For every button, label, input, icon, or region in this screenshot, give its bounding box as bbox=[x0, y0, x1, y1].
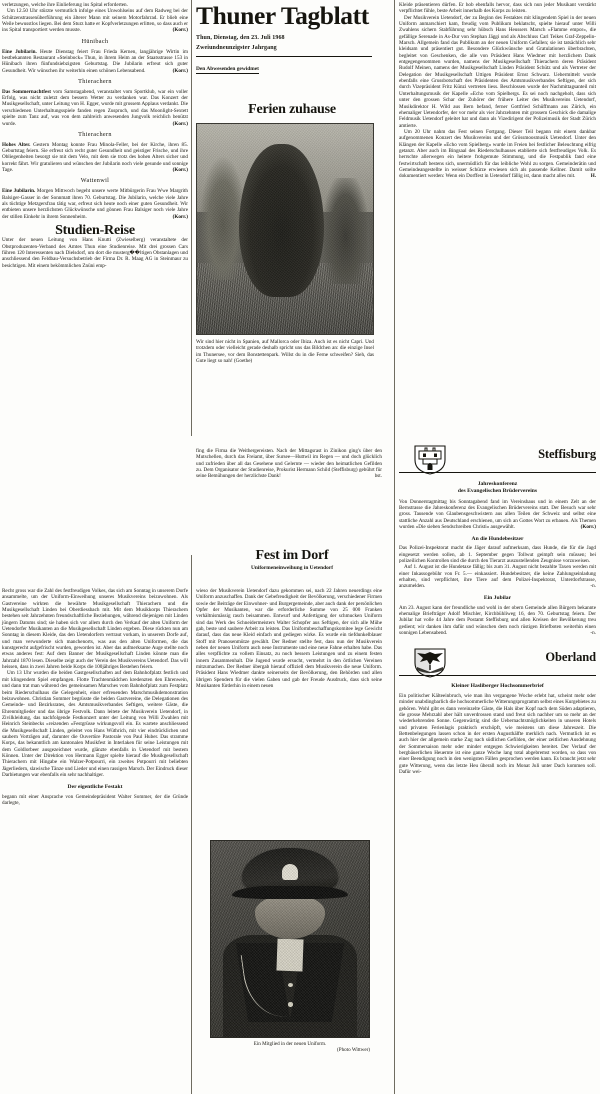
headline-fest-im-dorf: Fest im Dorf bbox=[255, 548, 329, 563]
column-2-studienreise-cont bbox=[196, 448, 382, 480]
column-3-top bbox=[399, 2, 596, 180]
article-signature: -n. bbox=[590, 583, 596, 590]
paragraph: Um 20 Uhr nahm das Fest seinen Fortgang. Dieser Teil begann mit einem dankbar aufgenommenen Konzert des Musikvereins und der Grössmoosmusik Uetendorf. Unter den Klängen der Kapelle »Echo vom Spielberg« wurde im Freien bei festlicher Beleuchtung eifrig getanzt. Aber auch im Bingsaal des Riederschulhauses etablierte sich festfreudiges Volk. Es herrschte allerwegen ein heitere frohgemute Stimmung, und die Festpublik fand eine festwirtschaft bestens sich, unermüdlich für das leibliche Wohl zu sorgen. Gemeinderätin und Gemeindeangestellte in weisser Schürze erwiesen sich als passende Kellner. Damit sollte dokumentiert werden: Wenn ein Dorffest in Uetendorf fällig ist, dann macht alles mit. H. bbox=[399, 128, 596, 180]
paragraph: Das Sommernachtfest vom Samstagabend, veranstaltet vom Sportklub, war ein voller Erfolg, was nicht zuletzt dem bessern Wetter zu verdanken war. Das Konzert der Musikgesellschaft, unter Leitung von H. Egger, wurde mit grossem Applaus verdankt. Die verschiedenen Unterhaltungsspiele fanden regen Zuspruch, und das Moonlight-Sextett spielte zum Tanz auf, was von dem zahlreich anwesenden Jungvolk reichlich benützt wurde. (Korr.) bbox=[2, 88, 188, 127]
landscape-photo bbox=[196, 123, 374, 335]
paragraph: Recht gross war die Zahl des festfreudigen Volkes, das sich am Sonntag in unserem Dorfe ansammelte, um der Uniform-Einweihung unseres Musikvereins beizuwohnen. Als Gastvereine wirkten die bewährte Musikgesellschaft Thierachern und die Musikgesellschaft Linden bei Oberdiessbach mit. Mit dem Musikkorps Thierachern bestehen seit Jahrzehnten freundschaftliche Beziehungen, während diejenigen mit Linden jüngern Datums sind; sie haben sich vor allem durch den Verkauf der alten Uniform der Uetendorfer Musikanten an die Musikgesellschaft Linden ergeben. Diese rückten nun am Sonntag in diesem Kleide, das den Uetendorfern vertraut vorkam, in unserem Dorfe auf, und man verwunderte sich manchenorts, was aus den alten Uniformen, die das kunstgerecht aufgefrischt wurden, geworden ist. Aber das aufmerksame Auge stellte noch etwas anderes fest: Auf dem Banner der Musikgesellschaft Linden könnte man die Jahrzahl 1870 lesen. Dieselbe zeigt auch der Verein des Musikvereins Uetendorf. Das will heissen, dass in zwei Jahren beide Korps die 100jähriges Bestehen feiern. bbox=[2, 588, 188, 671]
column-divider bbox=[191, 0, 192, 436]
eagle-arms-icon bbox=[413, 648, 447, 683]
conference-body bbox=[399, 499, 596, 531]
conference-title-line2: des Evangelischen Brüdervereins bbox=[457, 488, 538, 494]
subheader-ein-jubilar: Ein Jubilar bbox=[483, 595, 512, 602]
article-signature: bst. bbox=[374, 473, 382, 480]
paragraph: begann mit einer Ansprache von Gemeindepräsident Walter Sommer, der die Gründe darlegte, bbox=[2, 793, 188, 806]
masthead bbox=[196, 2, 392, 75]
fest-im-dorf-header bbox=[196, 548, 388, 575]
photo-caption: Ein Mitglied in der neuen Uniform. bbox=[253, 1041, 327, 1047]
paragraph: Der Musikverein Uetendorf, der zu Beginn des Festaktes mit klingendem Spiel in der neuen Uniform anmarschiert kam, freudig vom Publikum beklatscht, spielte hierauf unter Willi Zwahlens sichern Stabführung sehr hübsch Hans Heussers Marsch »Flamme empor«, die gefällige Serenade in As-Dur von Stephan Jäggi und als Abschluss Carl Teikes Graf-Zeppelin-Marsch. Allgemein fand das Publikum an der neuen Uniform Gefallen; sie ist tatsächlich sehr kleidsam und präsentiert gut. Besondere Glückwünsche und Gratulationen überbrachten, begleitet von Geschenken, die alle von Präsident Hans Wiedmer mit herzlichem Dank entgegengenommen wurden, namens der Musikgesellschaft Thierachern deren Präsident Rudolf Meinen, namens der Musikgesellschaft Linden Präsident Schütz und als Vertreter der Delegation der Musikgesellschaft Uttigen Präsident Ernst Schwarz. Uebermittelt wurde ebenfalls eine Grussbotschaft des Präsidenten des Amtsmusikverbandes Seftigen, der sich durch Vizepräsident Fritz Künzi vertreten liess. Beschlossen wurde der Nachmittagsanteil mit Unterhaltungsmusik der Kapelle »Echo vom Spielbergs. Es sei noch nachgeholt, dass sich unter den grossen Schar der Zuhörer der frühere Leiter des Musikvereins Uetendorf, Musikdirektor H. Wild aus Bern befand, ferner Gottfried Schüffmann aus Zürich, ein ehemaliger Uetendorfer, der vor mehr als vier Jahrzehnten mit grossem Geschick die damalige Feldmusik Uetendorf geleitet hat und dann als Vizedirigent der Polizeimusik der Stadt Zürich amtierte. bbox=[399, 14, 596, 129]
article-signature: -n. bbox=[590, 630, 596, 636]
column-2-feature bbox=[196, 100, 388, 364]
column-1-top bbox=[2, 2, 188, 269]
newspaper-title: Thuner Tagblatt bbox=[196, 1, 369, 30]
paragraph: Am 23. August kann der freundliche und wohl in der obern Gemeinde allen Bürgern bekannte ehemalige Briefträger Adolf Mischler, Kirchbühliweg 16, den 70. Geburtstag feiern. Der Jubilar hat volle 44 Jahre dem Postamt Steffisburg und allen Kreisen der Bevölkerung treu gedient; wir danken ihm dafür und wünschen dem noch rüstigen Briefboten weiterhin einen sonnigen Lebensabend. -n. bbox=[399, 604, 596, 636]
conference-title-line1: Jahreskonferenz bbox=[477, 481, 518, 487]
banner-rule bbox=[399, 472, 596, 473]
headline-ferien-zuhause: Ferien zuhause bbox=[248, 102, 336, 117]
paragraph: Kleide präsentieren dürfen. Er hob ebenfalls hervor, dass sich nun jeder Musikant verstärkt verpflichtet fühle, beste Arbeit innerhalb des Korps zu leisten. bbox=[399, 2, 596, 15]
photo-caption-block bbox=[196, 339, 374, 364]
dogs-body bbox=[399, 545, 596, 589]
subheader-hasliberger-brief: Kleiner Hasliberger Hochsommerbrief bbox=[451, 683, 544, 690]
article-lead: Eine Jubilarin. bbox=[2, 188, 36, 195]
location-header-huenibach: Hünibach bbox=[81, 37, 109, 45]
paragraph: Auf 1. August ist die Hundetaxe fällig; bis zum 31. August nicht bezahlte Taxen werden mit einer Inkassogebühr von Fr. 5.— einkassiert. Hundebesitzer, die keine Zahlungseinladung erhalten, sind verpflichtet, ihre Tiere auf dem Polizei-Inspektorat, Unterdorfstrasse, anzumelden. -n. bbox=[399, 564, 596, 590]
article-lead: Das Sommernachtfest bbox=[2, 88, 51, 95]
paragraph: Ein politischer Kälteeinbruch, wie man ihn vergangene Woche erlebt hat, scheint mehr oder minder unabdingbarlich die hochsommerliche Witterungsprogramm selbst eines Kurgebietes zu gehören. Wohl gibt es dann vereinzelte Gäste, die Hals über Kopf nach dem Süden adaptieren, die grosse Mehrzahl aber hält unverdrossen stand und freut sich nachher um so mehr an der wiederkehrenden Sonne. Gegenwärtig sind die Uebernachtsmöglichkeiten in unseren Hotels und privaten Ferienlagis praktisch erschöpft, wie meistens um diese Jahreszeit. Die Bettenbelegungen lassen schon in der ersten Augusthälfte merklich nach. Vermutlich ist es auch hier der allgemein starke Zug nach südlichen Gefilden, der einer zeitlichen Ausdehnung der Sommersaison mehr oder minder entgegen Schwierigkeiten bereitet. Der Verlauf der bergbäuerlichen Heuernte ist eine ganze Woche lang total abgebremst worden, so dass von einer Beendigung noch in den wenigsten Fällen gesprochen werden kann. Es braucht jetzt sehr gute Witterung, wenn das letzte Heu überall noch im Monat Juli unter Dach kommen soll. Dafür wei- bbox=[399, 692, 596, 775]
subheader-an-die-hundebesitzer: An die Hundebesitzer bbox=[471, 535, 524, 542]
article-signature: (Korr.) bbox=[580, 523, 596, 530]
paragraph: Eine Jubilarin. Morgen Mittwoch begeht unsere werte Mitbürgerin Frau Wwe Margrith Balsiger-Gasser in der Sonnmatt ihren 70. Geburtstag. Die Jubilarin, welche viele Jahre als tüchtige Metzgersfrau tätig war, erfreut sich heute noch einer guten Gesundheit. Wir entbieten unsere herzlichsten Glückwünsche und gönnen Frau Balsiger noch viele Jahre der stillen Einkehr in ihrem Sonnenheim. (Korr.) bbox=[2, 188, 188, 220]
oberland-body bbox=[399, 693, 596, 775]
fest-column-left bbox=[2, 588, 188, 806]
banner-rule bbox=[399, 675, 596, 676]
article-lead: Eine Jubilarin. bbox=[2, 48, 37, 55]
paragraph: fing die Firma die Weithergereisten. Nach der Mittagsrast in Zinikon ging's über den Mutschellen, durch das Freiamt, über Sursee—Huttwil im Regen — und doch glücklich und zufrieden über all das Gesehene und Gelernte — wieder den heimatlichen Gefilden zu. Dem Organisator der Studienreise, Prokurist Hermann Schild (Steffisburg) gebührt für seine Bemühungen der herzlichste Dank! bst. bbox=[196, 448, 382, 480]
article-signature: H. bbox=[590, 173, 596, 180]
uniform-photo-block bbox=[210, 840, 370, 1053]
masthead-volume: Zweiundneunzigster Jahrgang bbox=[196, 45, 277, 51]
column-divider bbox=[191, 555, 192, 1094]
paragraph: Das Polizei-Inspektorat macht die Jäger darauf aufmerksam, dass Hunde, die für die Jagd eingesetzt werden sollen, ab 1. September gegen Tollwut geimpft sein müssen; bei polizeilichen Kontrollen sind die durch den Tierarzt auszustellenden Zeugnisse vorzuweisen. bbox=[399, 545, 596, 564]
conference-title bbox=[399, 481, 596, 495]
masthead-dedication: Den Abwesenden gewidmet bbox=[196, 66, 259, 72]
column-divider bbox=[394, 0, 395, 436]
photo-frame bbox=[196, 123, 374, 335]
photo-credit: (Photo Wittwer) bbox=[337, 1047, 370, 1054]
uniform-member-photo bbox=[210, 840, 370, 1038]
oberland-banner bbox=[399, 648, 596, 680]
article-signature: (Korr.) bbox=[172, 167, 188, 174]
photo-frame bbox=[210, 840, 370, 1038]
paragraph: Eine Jubilarin. Heute Dienstag feiert Frau Frieda Kernen, langjährige Wirtin im bestbekannten Restaurant »Steinbock« Thun, in ihrem Heim an der Staatsstrasse 153 in Hünibach ihren fünfundsiebzigsten Geburtstag. Die Jubilarin erfreut sich guter Gesundheit. Wir wünschen ihr weiterhin einen schönen Lebensabend. (Korr.) bbox=[2, 48, 188, 74]
steffisburg-section bbox=[399, 436, 596, 775]
column-divider bbox=[394, 436, 395, 1094]
paragraph: wieso der Musikverein Uetendorf dazu gekommen sei, nach 22 Jahren neuerdings eine Uniform anzuschaffen. Dank der Gebefreudigkeit der Bevölkerung, verschiedener Firmen sowie der Beiträge der Einwohner- und Burgergemeinde, aber auch dank der persönlichen Opfer der Musikanten, war die erforderliche Summe von 25 000 Franken verhältnismässig rasch beisammen. Entwurf und Anfertigung der schmucken Uniform sind das Werk des Schneidermeisters Walter Schopfer aus Seftigen, der sich alle Mühe gab, beste und saubere Arbeit zu leisten. Das Uniformbeschaffungskomitee lege Gewicht darauf, dass das neue Kleid einfach und gediegen wirke. Es wurde ein tiefdunkelblauer Stoff mit Pranosenmütze gewählt. Der Redner stellte fest, dass nun der Musikverein neben der neuen Uniform auch neue Instrumente und eine neue Fahne erhalten habe. Das alles verpflichte zu vollem Einsatz, zu noch bessern Leistungen und zu einem festen innern Zusammenhalt. Die Jugend wurde ersucht, vermehrt in den örtlichen Vereinen mitzumachen. Der Redner übergab hierauf offiziell dem Musikverein die neue Uniform. Präsident Hans Wiedmer dankte seinerseits der Bevölkerung, den Behörden und allen übrigen Spendern für die vielen Gaben und gab der Freude Ausdruck, dass sich seine Musikanten fürderhin in einem neuen bbox=[196, 588, 382, 690]
headline-studien-reise: Studien-Reise bbox=[55, 222, 135, 238]
paragraph: Hohes Alter. Gestern Montag konnte Frau Minola-Feller, bei der Kirche, ihren 85. Geburtstag feiern. Sie erfreut sich recht guter Gesundheit und geistiger Frische, und ihre Obliegenheiten besorgt sie mit dem Velo, mit dem sie trotz des hohen Alters sicher und korrekt fährt. Wir gratulieren und wünschen der Jubilarin noch viele gesunde und sonnige Tage. (Korr.) bbox=[2, 141, 188, 174]
masthead-rule bbox=[196, 56, 372, 57]
article-signature: (Korr.) bbox=[172, 67, 188, 74]
castle-arms-icon bbox=[413, 445, 447, 480]
jubilar-body bbox=[399, 605, 596, 637]
location-header-wattenwil: Wattenwil bbox=[80, 177, 110, 185]
subheadline-uniformeneinweihung: Uniformeneinweihung in Uetendorf bbox=[250, 565, 334, 571]
banner-title-steffisburg: Steffisburg bbox=[538, 447, 596, 461]
photo-caption: Wir sind hier nicht in Spanien, auf Mallorca oder Ibiza. Auch ist es nicht Capri. Und trotzdem oder vielleicht gerade deshalb spricht uns das Bildchen an: die einzige Insel im Thunersee, vor dem Bonstettenpark. Willst du in die Ferne schweifen? Sieh, das Gute liegt so nah! (Goethe) bbox=[196, 339, 374, 365]
paragraph: Von Donnerstagmittag bis Sonntagabend fand im Vereinshaus und in einem Zelt an der Bernstrasse die Jahreskonferenz des Evangelischen Brüdervereins statt. Der Besuch war sehr gross. Tausende von Glaubensgeschwistern aus allen Teilen der Schweiz und selbst eine stattliche Anzahl aus Deutschland erschienen, um sich an Gottes Wort zu erbauen. Als Themen wurden »Die sieben Sendschreiben Christi« ausgewählt. (Korr.) bbox=[399, 498, 596, 530]
subheader-der-eigentliche-festakt: Der eigentliche Festakt bbox=[67, 783, 123, 790]
uniform-photo-caption-block bbox=[210, 1041, 370, 1053]
article-signature: (Korr.) bbox=[172, 213, 188, 220]
location-header-thierachern-1: Thierachern bbox=[78, 77, 112, 85]
article-signature: (Korr.) bbox=[172, 120, 188, 127]
paragraph: Um 13 Uhr wurden die beiden Gastgesellschaften auf dem Bahnhofplatz festlich und mit klingendem Spiel empfangen. Flotte Trachtenmädchen kredenzten den Ehrenwein, und dann trat man während des gemeinsamen Marsches vom Bahnhofplatz zum Festplatz beim Riederschulhaus die Gelegenheit, einer erfreuenden Marschmusikdemonstration beizuwohnen. Christian Sommer begrüsste die beiden Gastvereine, die Delegationen des Gemeinde- und Bezirksrates, des Amtsmusikverbandes Seftigen, weitere Gäste, die Ehrenmitglieder und das übrige Festvolk. Dann leitete der Musikverein Uetendorf, in Zivilkleidung, das nachfolgende Festkonzert unter der Leitung von Willi Zwahlen mit Heinrich Steinbecks »reizenden »Festgrüsse wirkungsvoll ein. Es wartete anschliessend die Musikgesellschaft Linden, geleitet von Hans Wüthrich, mit vier eindrücklichen und saubern Vorträgen auf, darunter die Ouvertüre Pastorale von Paul Huber. Das stramme Korps, das bekanntlich am kantonalen Musikfest in Interlaken für seine Leistungen mit dem Goldlorbeer ausgezeichnet wurde, glänzte ebenfalls in Uetendorf mit bestem Können. Unter der Direktion von Hermann Egger spielte hierauf die Musikgesellschaft Thierachern mit Hingabe ein Walzer-Potpourri, ein zweites Potpourri mit beliebten Jägerliedern, slawische Tänze und Lieder und einen rassigen Marsch. Der Eindruck dieser Darbietungen war ebenfalls ein sehr nachhaltiger. bbox=[2, 670, 188, 778]
masthead-place-date: Thun, Dienstag, den 23. Juli 1968 bbox=[196, 34, 285, 41]
paragraph: Um 12.50 Uhr stürzte vermutlich infolge eines Unwohlseins auf dem Radweg bei der Schützenstrassenüberführung ein älterer Mann mit seinem Motorfahrrad. Er blieb eine Weile bewusstlos liegen. Bei dem Sturz hatte er Kopfverletzungen erlitten, so dass auch er ins Spital transportiert werden musste. (Korr.) bbox=[2, 8, 188, 34]
steffisburg-banner bbox=[399, 445, 596, 477]
paragraph: Unter der neuen Leitung von Hans Knutti (Zwieselberg) veranstaltete der Obstproduzenten-Verband des Amtes Thun eine Studienreise. Mit drei grossen Cars führen 120 Interessenten nach Dielsdorf, um dort die musterg��ltigen Obstanlagen und anschliessend den Feldbau-Versuchsbetrieb der Firma Dr. R. Maag AG in Steinmaur zu besichtigen. Mit einem bekömmlichen Znüni emp- bbox=[2, 237, 188, 269]
article-lead: Hohes Alter. bbox=[2, 141, 31, 148]
fest-column-middle bbox=[196, 588, 382, 690]
article-signature: (Korr.) bbox=[172, 27, 188, 34]
banner-title-oberland: Oberland bbox=[545, 650, 596, 665]
location-header-thierachern-2: Thierachern bbox=[78, 130, 112, 138]
paragraph: verletzungen, welche ihre Einlieferung ins Spital erforderten. bbox=[2, 2, 128, 8]
